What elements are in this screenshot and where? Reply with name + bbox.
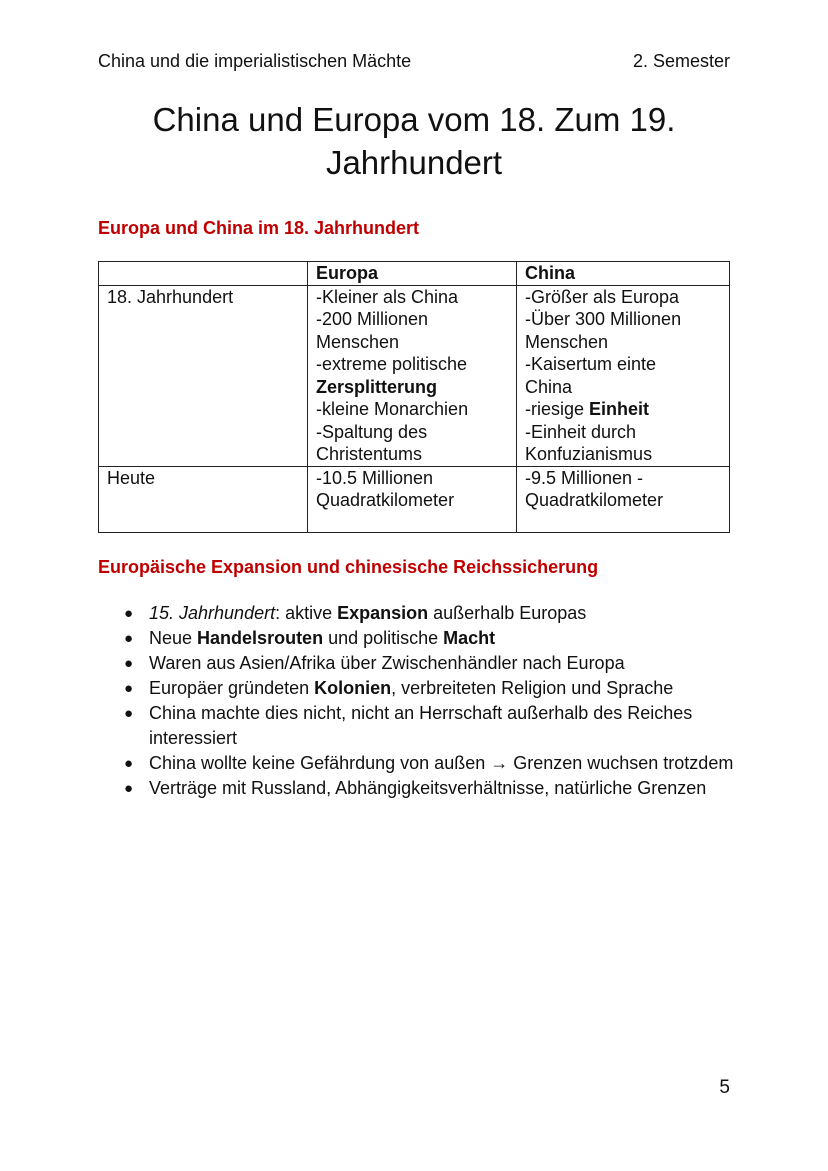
bullet-list <box>124 601 759 801</box>
table-header-europa: Europa <box>308 262 517 286</box>
cell-line: -Über 300 Millionen <box>525 309 682 329</box>
cell-line: -Größer als Europa <box>525 286 680 307</box>
list-item <box>124 776 759 801</box>
comparison-table <box>98 261 730 533</box>
cell-line: Christentums <box>316 444 423 464</box>
bullet-icon: ● <box>124 655 134 672</box>
cell-line: -9.5 Millionen - <box>525 467 644 488</box>
cell-text: -riesige <box>525 399 590 419</box>
bullet-icon: ● <box>124 680 134 697</box>
page-title-line2: Jahrhundert <box>325 144 503 181</box>
row-label-18-jahrhundert: 18. Jahrhundert <box>99 285 308 466</box>
header-course-title: China und die imperialistischen Mächte <box>98 51 412 71</box>
list-text: Grenzen wuchsen trotzdem <box>508 753 734 773</box>
list-text: China wollte keine Gefährdung von außen <box>149 753 491 773</box>
table-header-row <box>99 262 730 286</box>
page-title-line1: China und Europa vom 18. Zum 19. <box>152 101 676 138</box>
table-header-empty <box>99 262 308 286</box>
section-heading-expansion: Europäische Expansion und chinesische Reichssicherung <box>98 557 599 577</box>
list-item <box>124 701 759 751</box>
list-text: außerhalb Europas <box>428 603 587 623</box>
list-text: , verbreiteten Religion und Sprache <box>391 678 674 698</box>
cell-line: Menschen <box>316 331 400 352</box>
list-text: Europäer gründeten <box>149 678 315 698</box>
arrow-right-icon: → <box>490 753 509 773</box>
table-row-18-jahrhundert <box>99 285 730 466</box>
page-title <box>98 98 730 184</box>
cell-line: -Kleiner als China <box>316 286 459 307</box>
bullet-icon: ● <box>124 630 134 647</box>
cell-china-heute <box>517 466 730 532</box>
bullet-icon: ● <box>124 780 134 797</box>
cell-line: -Einheit durch <box>525 421 637 442</box>
page-number: 5 <box>719 1077 730 1098</box>
list-text: Neue <box>149 628 198 648</box>
cell-line: Quadratkilometer <box>525 490 664 510</box>
list-item <box>124 676 759 701</box>
cell-line <box>525 398 723 421</box>
list-text: China machte dies nicht, nicht an Herrschaft außerhalb des Reiches interessiert <box>149 703 693 748</box>
cell-line: Menschen <box>525 331 609 352</box>
cell-line: China <box>525 376 573 397</box>
cell-line: -extreme politische <box>316 354 468 374</box>
cell-line-bold: Zersplitterung <box>316 376 438 397</box>
list-text-bold: Handelsrouten <box>197 628 324 648</box>
list-text: Verträge mit Russland, Abhängigkeitsverhältnisse, natürliche Grenzen <box>149 778 707 798</box>
cell-line: -10.5 Millionen <box>316 467 434 488</box>
list-item <box>124 626 759 651</box>
bullet-icon: ● <box>124 605 134 622</box>
cell-china-18-jahrhundert <box>517 285 730 466</box>
header-semester: 2. Semester <box>632 51 730 71</box>
bullet-icon: ● <box>124 705 134 722</box>
list-text: Waren aus Asien/Afrika über Zwischenhändler nach Europa <box>149 653 625 673</box>
cell-line: Konfuzianismus <box>525 444 653 464</box>
row-label-heute: Heute <box>99 466 308 532</box>
cell-line: -Kaisertum einte <box>525 354 657 374</box>
cell-line: -kleine Monarchien <box>316 399 469 419</box>
list-text: : aktive <box>275 603 338 623</box>
list-text-italic: 15. Jahrhundert <box>149 603 276 623</box>
bullet-icon: ● <box>124 755 134 772</box>
list-text: und politische <box>323 628 444 648</box>
list-text-bold: Kolonien <box>314 678 392 698</box>
list-item <box>124 601 759 626</box>
cell-line: Quadratkilometer <box>316 490 455 510</box>
list-item <box>124 651 759 676</box>
section-heading-europa-china: Europa und China im 18. Jahrhundert <box>98 218 420 238</box>
cell-line: -Spaltung des <box>316 421 428 442</box>
list-item <box>124 751 759 776</box>
cell-line: -200 Millionen <box>316 309 429 329</box>
cell-text-bold: Einheit <box>589 399 650 419</box>
table-row-heute <box>99 466 730 532</box>
list-text-bold: Macht <box>443 628 496 648</box>
cell-europa-heute <box>308 466 517 532</box>
list-text-bold: Expansion <box>337 603 429 623</box>
cell-europa-18-jahrhundert <box>308 285 517 466</box>
table-header-china: China <box>517 262 730 286</box>
